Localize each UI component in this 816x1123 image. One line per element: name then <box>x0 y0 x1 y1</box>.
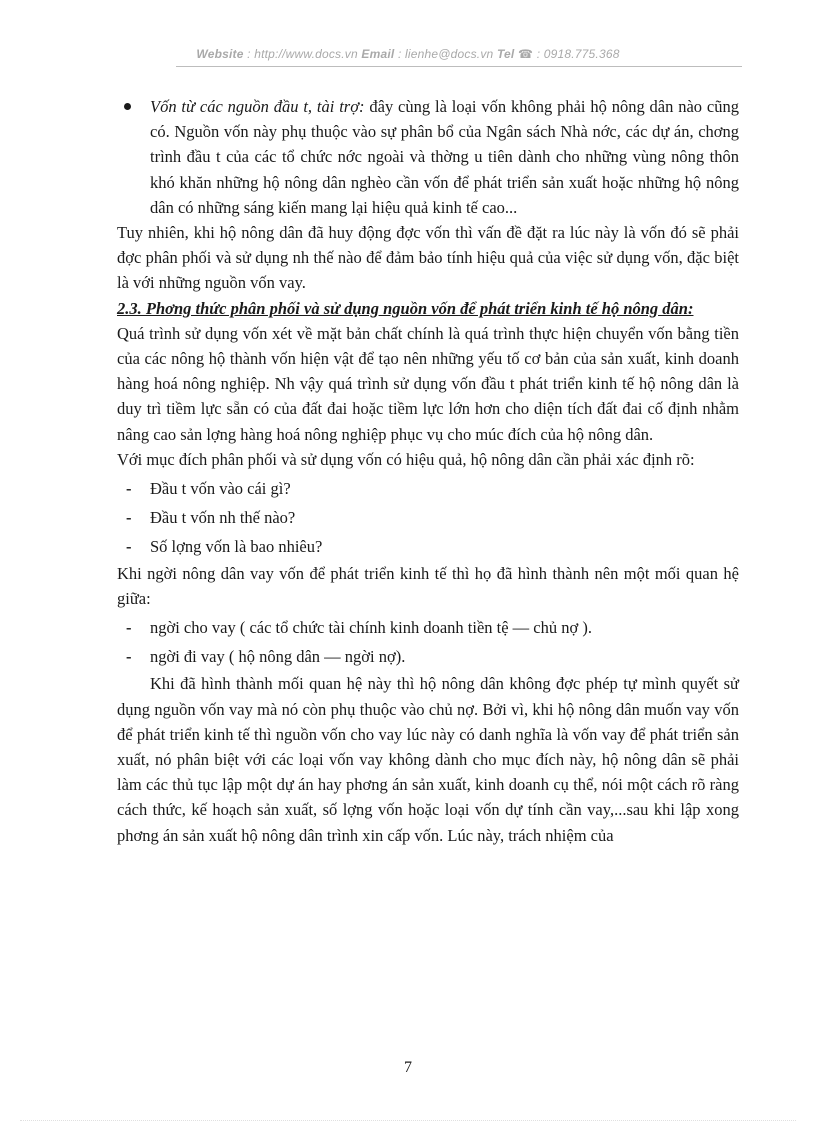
bullet-paragraph <box>150 94 739 220</box>
paragraph-transition: Tuy nhiên, khi hộ nông dân đã huy động đợc vốn thì vấn đề đặt ra lúc này là vốn đó sẽ phải đợc phân phối và sử dụng nh thế nào để đảm bảo tính hiệu quả của việc sử dụng vốn, đặc biệt là với những nguồn vốn vay. <box>117 223 739 293</box>
section-heading: 2.3. Phơng thức phân phối và sử dụng nguồn vốn để phát triển kinh tế hộ nông dân: <box>117 298 694 318</box>
bullet-dot-icon <box>124 103 131 110</box>
dash-icon: - <box>126 537 132 557</box>
website-value[interactable]: : http://www.docs.vn <box>247 47 358 61</box>
document-body <box>117 94 739 848</box>
tel-label: Tel <box>496 47 515 61</box>
header-divider <box>176 66 742 67</box>
list-item: - Số lợng vốn là bao nhiêu? <box>117 532 739 561</box>
dash-icon: - <box>126 479 132 499</box>
funding-sources-bullet <box>117 94 739 220</box>
website-label: Website <box>196 47 244 61</box>
dash-icon: - <box>126 508 132 528</box>
list-item: - ngời đi vay ( hộ nông dân — ngời nợ). <box>117 642 739 671</box>
questions-list <box>117 474 739 561</box>
list-item: - ngời cho vay ( các tổ chức tài chính kinh doanh tiền tệ — chủ nợ ). <box>117 613 739 642</box>
list-item: - Đầu t vốn nh thế nào? <box>117 503 739 532</box>
paragraph-final: Khi đã hình thành mối quan hệ này thì hộ nông dân không đợc phép tự mình quyết sử dụng nguồn vốn vay mà nó còn phụ thuộc vào chủ nợ. Bởi vì, khi hộ nông dân muốn vay vốn để phát triển kinh tế thì nguồn vốn cho vay lúc này có danh nghĩa là vốn vay để phát triển sản xuất, nó phân biệt với các loại vốn vay không dành cho mục đích này, hộ nông dân sẽ phải làm các thủ tục lập một dự án hay phơng án sản xuất, kinh doanh cụ thể, nói một cách rõ ràng cách thức, kế hoạch sản xuất, số lợng vốn hoặc loại vốn dự tính cần vay,...sau khi lập xong phơng án sản xuất hộ nông dân trình xin cấp vốn. Lúc này, trách nhiệm của <box>117 674 739 845</box>
footer-divider <box>20 1120 796 1121</box>
list-item: - Đầu t vốn vào cái gì? <box>117 474 739 503</box>
bullet-text: đây cùng là loại vốn không phải hộ nông dân nào cũng có. Nguồn vốn này phụ thuộc vào sự phân bổ của Ngân sách Nhà nớc, các dự án, chơng trình đầu t của các tổ chức nớc ngoài và thờng u tiên dành cho những vùng nông thôn khó khăn những hộ nông dân nghèo cần vốn để phát triển sản xuất hoặc những hộ nông dân có những sáng kiến mang lại hiệu quả kinh tế cao... <box>150 97 739 217</box>
parties-list <box>117 613 739 671</box>
email-label: Email <box>361 47 395 61</box>
paragraph-relationship: Khi ngời nông dân vay vốn để phát triển kinh tế thì họ đã hình thành nên một mối quan hệ giữa: <box>117 564 739 609</box>
dash-icon: - <box>126 618 132 638</box>
paragraph-process: Quá trình sử dụng vốn xét về mặt bản chất chính là quá trình thực hiện chuyển vốn bằng tiền của các nông hộ thành vốn hiện vật để tạo nên những yếu tố cơ bản của sản xuất, kinh doanh hàng hoá nông nghiệp. Nh vậy quá trình sử dụng vốn đầu t phát triển kinh tế hộ nông dân là duy trì tiềm lực sẵn có của đất đai hoặc tiềm lực lớn hơn cho diện tích đất đai cố định nhằm nâng cao sản lợng hàng hoá nông nghiệp phục vụ cho múc đích của hộ nông dân. <box>117 323 739 444</box>
page-number: 7 <box>404 1059 412 1076</box>
dash-icon: - <box>126 647 132 667</box>
page-header <box>0 47 816 61</box>
paragraph-purpose: Với mục đích phân phối và sử dụng vốn có hiệu quả, hộ nông dân cần phải xác định rõ: <box>117 449 695 469</box>
tel-value: ☎ : 0918.775.368 <box>518 47 620 61</box>
email-value[interactable]: : lienhe@docs.vn <box>397 47 494 61</box>
bullet-lead: Vốn từ các nguồn đầu t, tài trợ: <box>150 97 365 116</box>
